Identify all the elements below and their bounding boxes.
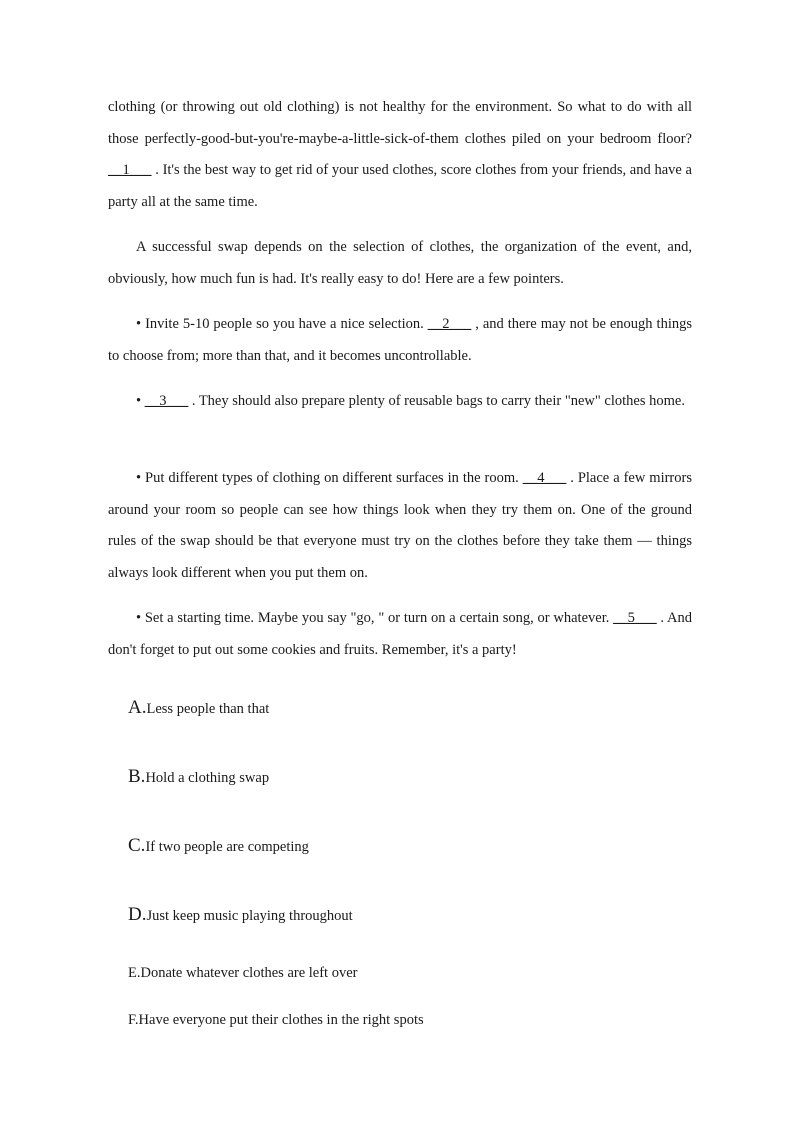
option-text: If two people are competing: [145, 839, 309, 855]
option-text: Hold a clothing swap: [145, 770, 270, 786]
option-letter: C.: [128, 835, 146, 856]
paragraph-5: [108, 463, 692, 589]
option-f: [128, 1010, 424, 1030]
option-text: Have everyone put their clothes in the right spots: [138, 1012, 424, 1028]
paragraph-text: . It's the best way to get rid of your used clothes, score clothes from your friends, and have a party all at the same time.: [108, 162, 692, 210]
option-d: [128, 905, 353, 926]
paragraph-text: • Invite 5-10 people so you have a nice selection.: [136, 316, 428, 332]
blank-1: __1___: [108, 162, 152, 178]
option-letter: A.: [128, 697, 147, 718]
option-text: Just keep music playing throughout: [146, 908, 353, 924]
option-letter: B.: [128, 766, 146, 787]
paragraph-text: A successful swap depends on the selection of clothes, the organization of the event, and, obviously, how much fun is had. It's really easy to do! Here are a few pointers.: [108, 239, 692, 287]
option-a: [128, 698, 269, 719]
option-b: [128, 767, 269, 788]
paragraph-text: , and there may not be enough things to choose from; more than that, and it becomes uncontrollable.: [108, 316, 692, 364]
blank-3: __3___: [144, 393, 189, 409]
option-e: [128, 963, 357, 983]
paragraph-text: • Set a starting time. Maybe you say "go, " or turn on a certain song, or whatever.: [136, 610, 614, 626]
option-letter: D.: [128, 904, 147, 925]
paragraph-6: [108, 603, 692, 666]
paragraph-text: . Place a few mirrors around your room so people can see how things look when they try them on. One of the ground rules of the swap should be that everyone must try on the clothes before they take them — things always look different when you put them on.: [108, 470, 692, 581]
option-letter: E.: [128, 965, 141, 981]
blank-5: __5___: [613, 610, 657, 626]
paragraph-1: [108, 92, 692, 218]
option-c: [128, 836, 309, 857]
option-text: Less people than that: [146, 701, 270, 717]
paragraph-text: . They should also prepare plenty of reusable bags to carry their "new" clothes home.: [188, 393, 685, 409]
paragraph-text: • Put different types of clothing on different surfaces in the room.: [136, 470, 523, 486]
option-text: Donate whatever clothes are left over: [140, 965, 358, 981]
option-letter: F.: [128, 1012, 139, 1028]
blank-2: __2___: [427, 316, 472, 332]
paragraph-2: [108, 232, 692, 295]
paragraph-4: [108, 386, 692, 418]
paragraph-text: clothing (or throwing out old clothing) is not healthy for the environment. So what to do with all those perfectly-good-but-you're-maybe-a-little-sick-of-them clothes piled on your bedroom floor?: [108, 99, 692, 147]
blank-4: __4___: [522, 470, 567, 486]
paragraph-text: •: [136, 393, 145, 409]
paragraph-3: [108, 309, 692, 372]
paragraph-text: . And don't forget to put out some cookies and fruits. Remember, it's a party!: [108, 610, 693, 658]
